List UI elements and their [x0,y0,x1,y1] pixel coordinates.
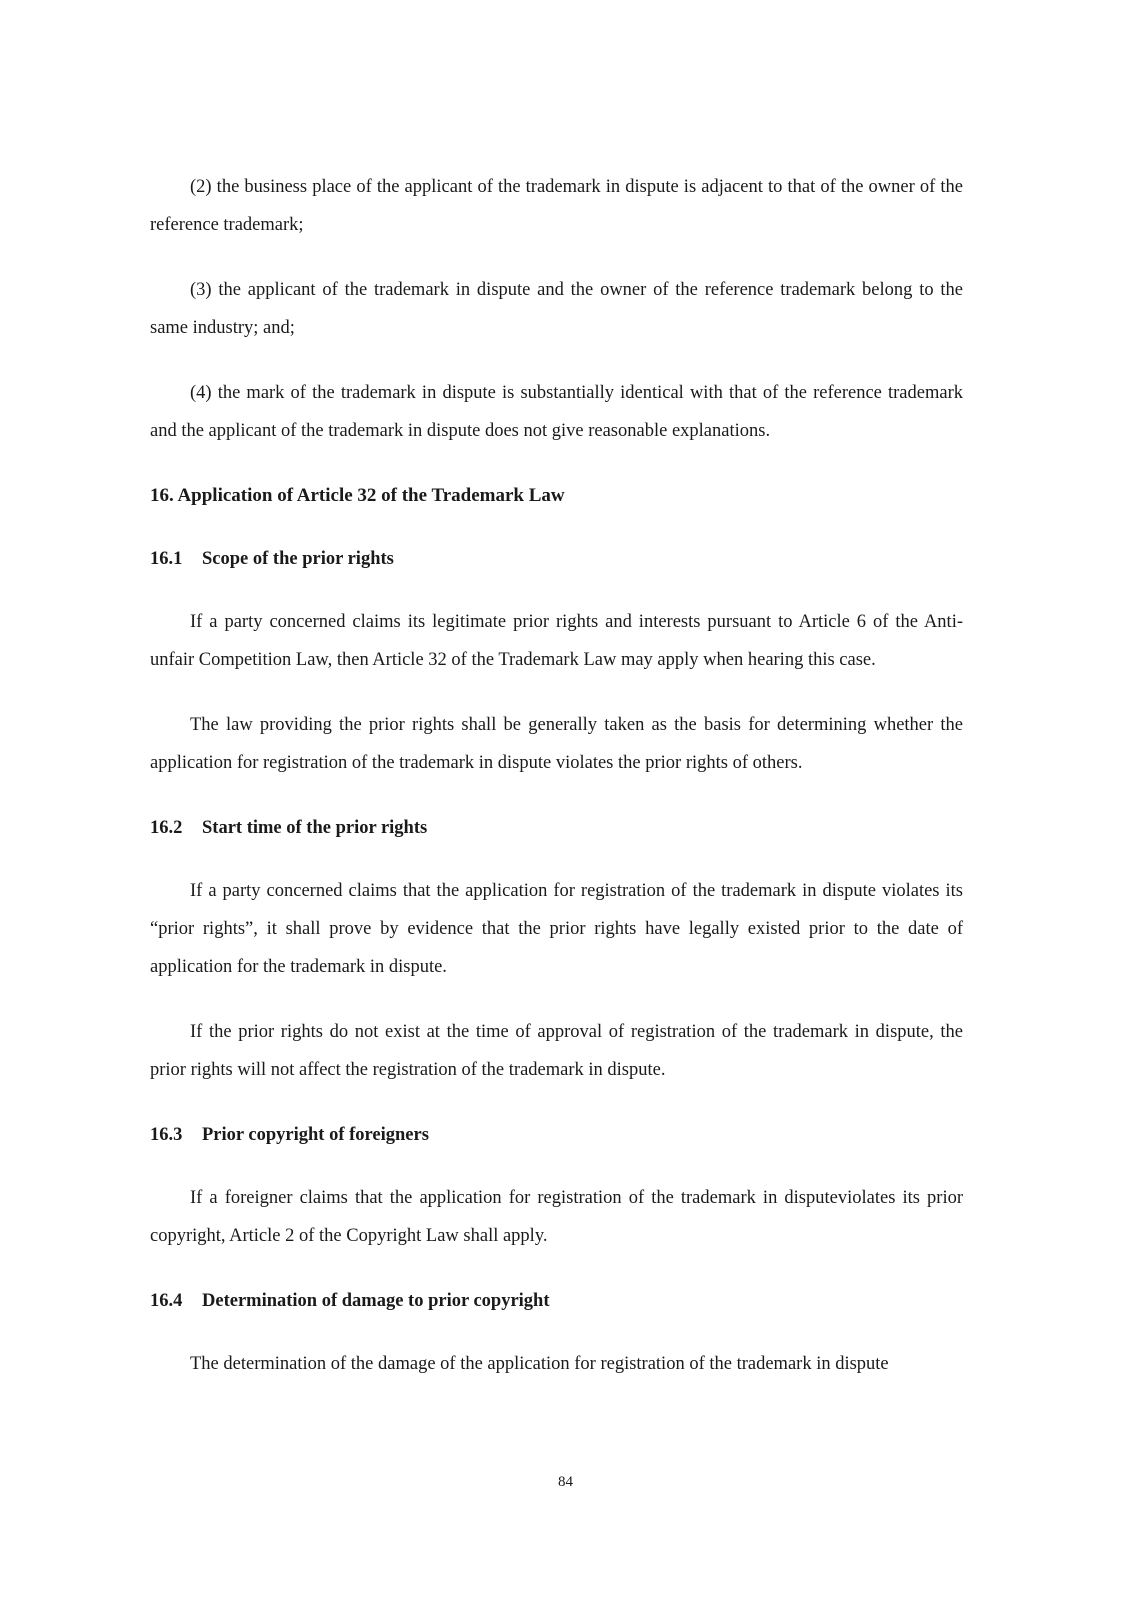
subsection-number: 16.1 [150,549,183,569]
subsection-number: 16.4 [150,1291,183,1311]
subsection-number: 16.3 [150,1125,183,1145]
subsection-title: Prior copyright of foreigners [202,1125,429,1145]
subsection-number: 16.2 [150,818,183,838]
subsection-title: Determination of damage to prior copyright [202,1291,550,1311]
page-number: 84 [558,1474,573,1490]
paragraph: If a foreigner claims that the application for registration of the trademark in disputeviolates its prior copyright, Article 2 of the Copyright Law shall apply. [150,1188,963,1246]
paragraph: If the prior rights do not exist at the time of approval of registration of the trademark in dispute, the prior rights will not affect the registration of the trademark in dispute. [150,1022,963,1080]
document-page [150,168,963,1410]
paragraph: If a party concerned claims its legitimate prior rights and interests pursuant to Article 6 of the Anti-unfair Competition Law, then Article 32 of the Trademark Law may apply when hearing this case. [150,612,963,670]
subsection-16-2-heading [150,809,963,847]
subsection-title: Start time of the prior rights [202,818,428,838]
section-16-heading: 16. Application of Article 32 of the Trademark Law [150,485,565,506]
paragraph: The law providing the prior rights shall be generally taken as the basis for determining whether the application for registration of the trademark in dispute violates the prior rights of others. [150,715,963,773]
paragraph: If a party concerned claims that the application for registration of the trademark in dispute violates its “prior rights”, it shall prove by evidence that the prior rights have legally existed prior to the date of application for the trademark in dispute. [150,881,963,977]
paragraph-item-2: (2) the business place of the applicant of the trademark in dispute is adjacent to that of the owner of the reference trademark; [150,177,963,235]
subsection-16-4-heading [150,1282,963,1320]
paragraph-item-4: (4) the mark of the trademark in dispute is substantially identical with that of the reference trademark and the applicant of the trademark in dispute does not give reasonable explanations. [150,383,963,441]
subsection-16-3-heading [150,1116,963,1154]
subsection-16-1-heading [150,540,963,578]
paragraph: The determination of the damage of the application for registration of the trademark in dispute [190,1354,889,1374]
paragraph-item-3: (3) the applicant of the trademark in dispute and the owner of the reference trademark belong to the same industry; and; [150,280,963,338]
subsection-title: Scope of the prior rights [202,549,394,569]
